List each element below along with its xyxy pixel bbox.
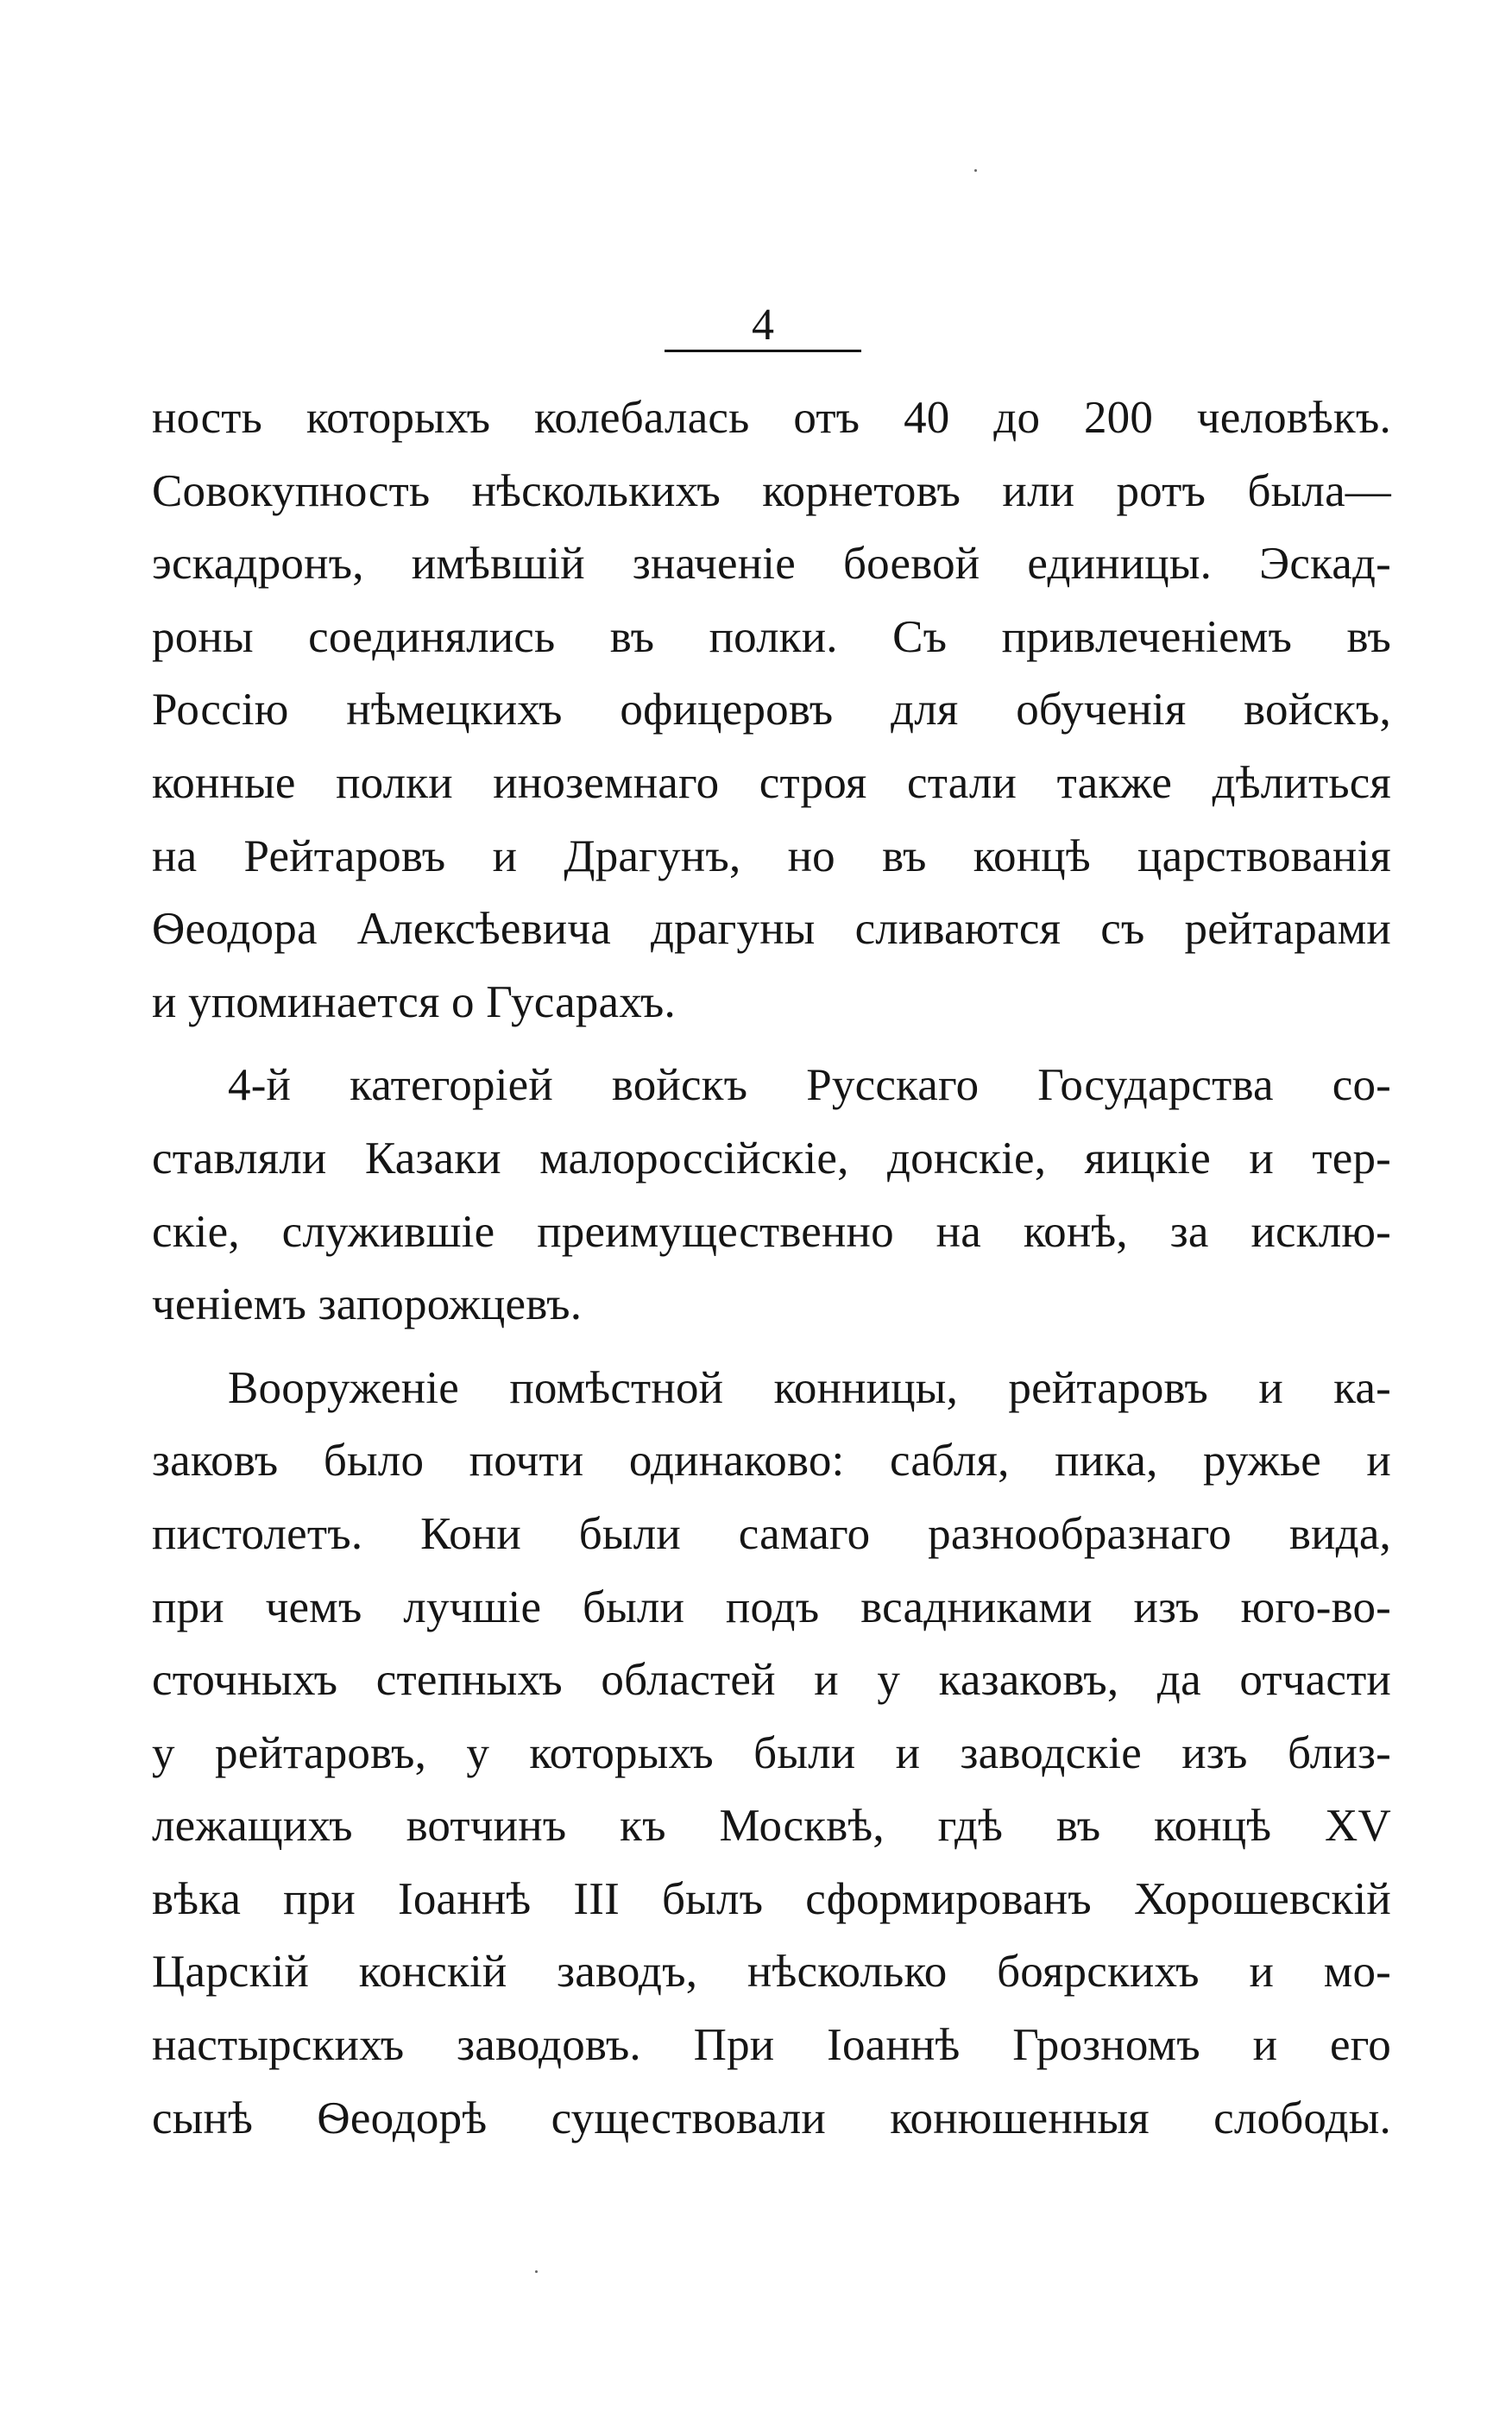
text-line: лежащихъ вотчинъ къ Москвѣ, гдѣ въ концѣ XV xyxy=(152,1801,1391,1852)
body-text xyxy=(152,382,1391,2155)
page-number-rule xyxy=(665,350,861,352)
page-number: 4 xyxy=(752,300,774,350)
text-line: ставляли Казаки малороссійскіе, донскіе, яицкіе и тер- xyxy=(152,1133,1391,1184)
text-line: на Рейтаровъ и Драгунъ, но въ концѣ царствованія xyxy=(152,830,1391,881)
text-line: эскадронъ, имѣвшій значеніе боевой единицы. Эскад- xyxy=(152,539,1391,590)
text-line: настырскихъ заводовъ. При Іоаннѣ Грозномъ и его xyxy=(152,2020,1391,2071)
text-line: и упоминается о Гусарахъ. xyxy=(152,976,676,1027)
paragraph-2 xyxy=(152,1049,1391,1341)
text-line: ченіемъ запорожцевъ. xyxy=(152,1279,583,1330)
text-line: Царскій конскій заводъ, нѣсколько боярскихъ и мо- xyxy=(152,1947,1391,1998)
text-line: сточныхъ степныхъ областей и у казаковъ, да отчасти xyxy=(152,1655,1391,1706)
text-line: конные полки иноземнаго строя стали также дѣлиться xyxy=(152,757,1391,808)
text-line: роны соединялись въ полки. Съ привлеченіемъ въ xyxy=(152,611,1391,662)
text-line: Совокупность нѣсколькихъ корнетовъ или ротъ была— xyxy=(152,465,1391,516)
text-line: при чемъ лучшіе были подъ всадниками изъ юго-во- xyxy=(152,1581,1391,1632)
text-line: ность которыхъ колебалась отъ 40 до 200 человѣкъ. xyxy=(152,393,1391,443)
text-line: скіе, служившіе преимущественно на конѣ, за исклю- xyxy=(152,1206,1391,1257)
text-line: пистолетъ. Кони были самаго разнообразнаго вида, xyxy=(152,1508,1391,1559)
text-line: вѣка при Іоаннѣ III былъ сформированъ Хорошевскій xyxy=(152,1873,1391,1924)
text-line: сынѣ Ѳеодорѣ существовали конюшенныя слободы. xyxy=(152,2093,1391,2143)
paper-speck xyxy=(535,2270,538,2273)
paragraph-gap xyxy=(152,1038,1391,1049)
text-line: Вооруженіе помѣстной конницы, рейтаровъ и ка- xyxy=(228,1362,1391,1413)
page-header xyxy=(665,298,861,358)
paper-speck xyxy=(974,169,977,172)
text-line: Россію нѣмецкихъ офицеровъ для обученія войскъ, xyxy=(152,685,1391,735)
paragraph-3 xyxy=(152,1352,1391,2156)
text-line: у рейтаровъ, у которыхъ были и заводскіе изъ близ- xyxy=(152,1727,1391,1778)
text-line: Ѳеодора Алексѣевича драгуны сливаются съ рейтарами xyxy=(152,904,1391,955)
text-line: заковъ было почти одинаково: сабля, пика, ружье и xyxy=(152,1436,1391,1487)
paragraph-1 xyxy=(152,382,1391,1038)
text-line: 4-й категоріей войскъ Русскаго Государства со- xyxy=(228,1060,1391,1111)
paragraph-gap xyxy=(152,1341,1391,1352)
